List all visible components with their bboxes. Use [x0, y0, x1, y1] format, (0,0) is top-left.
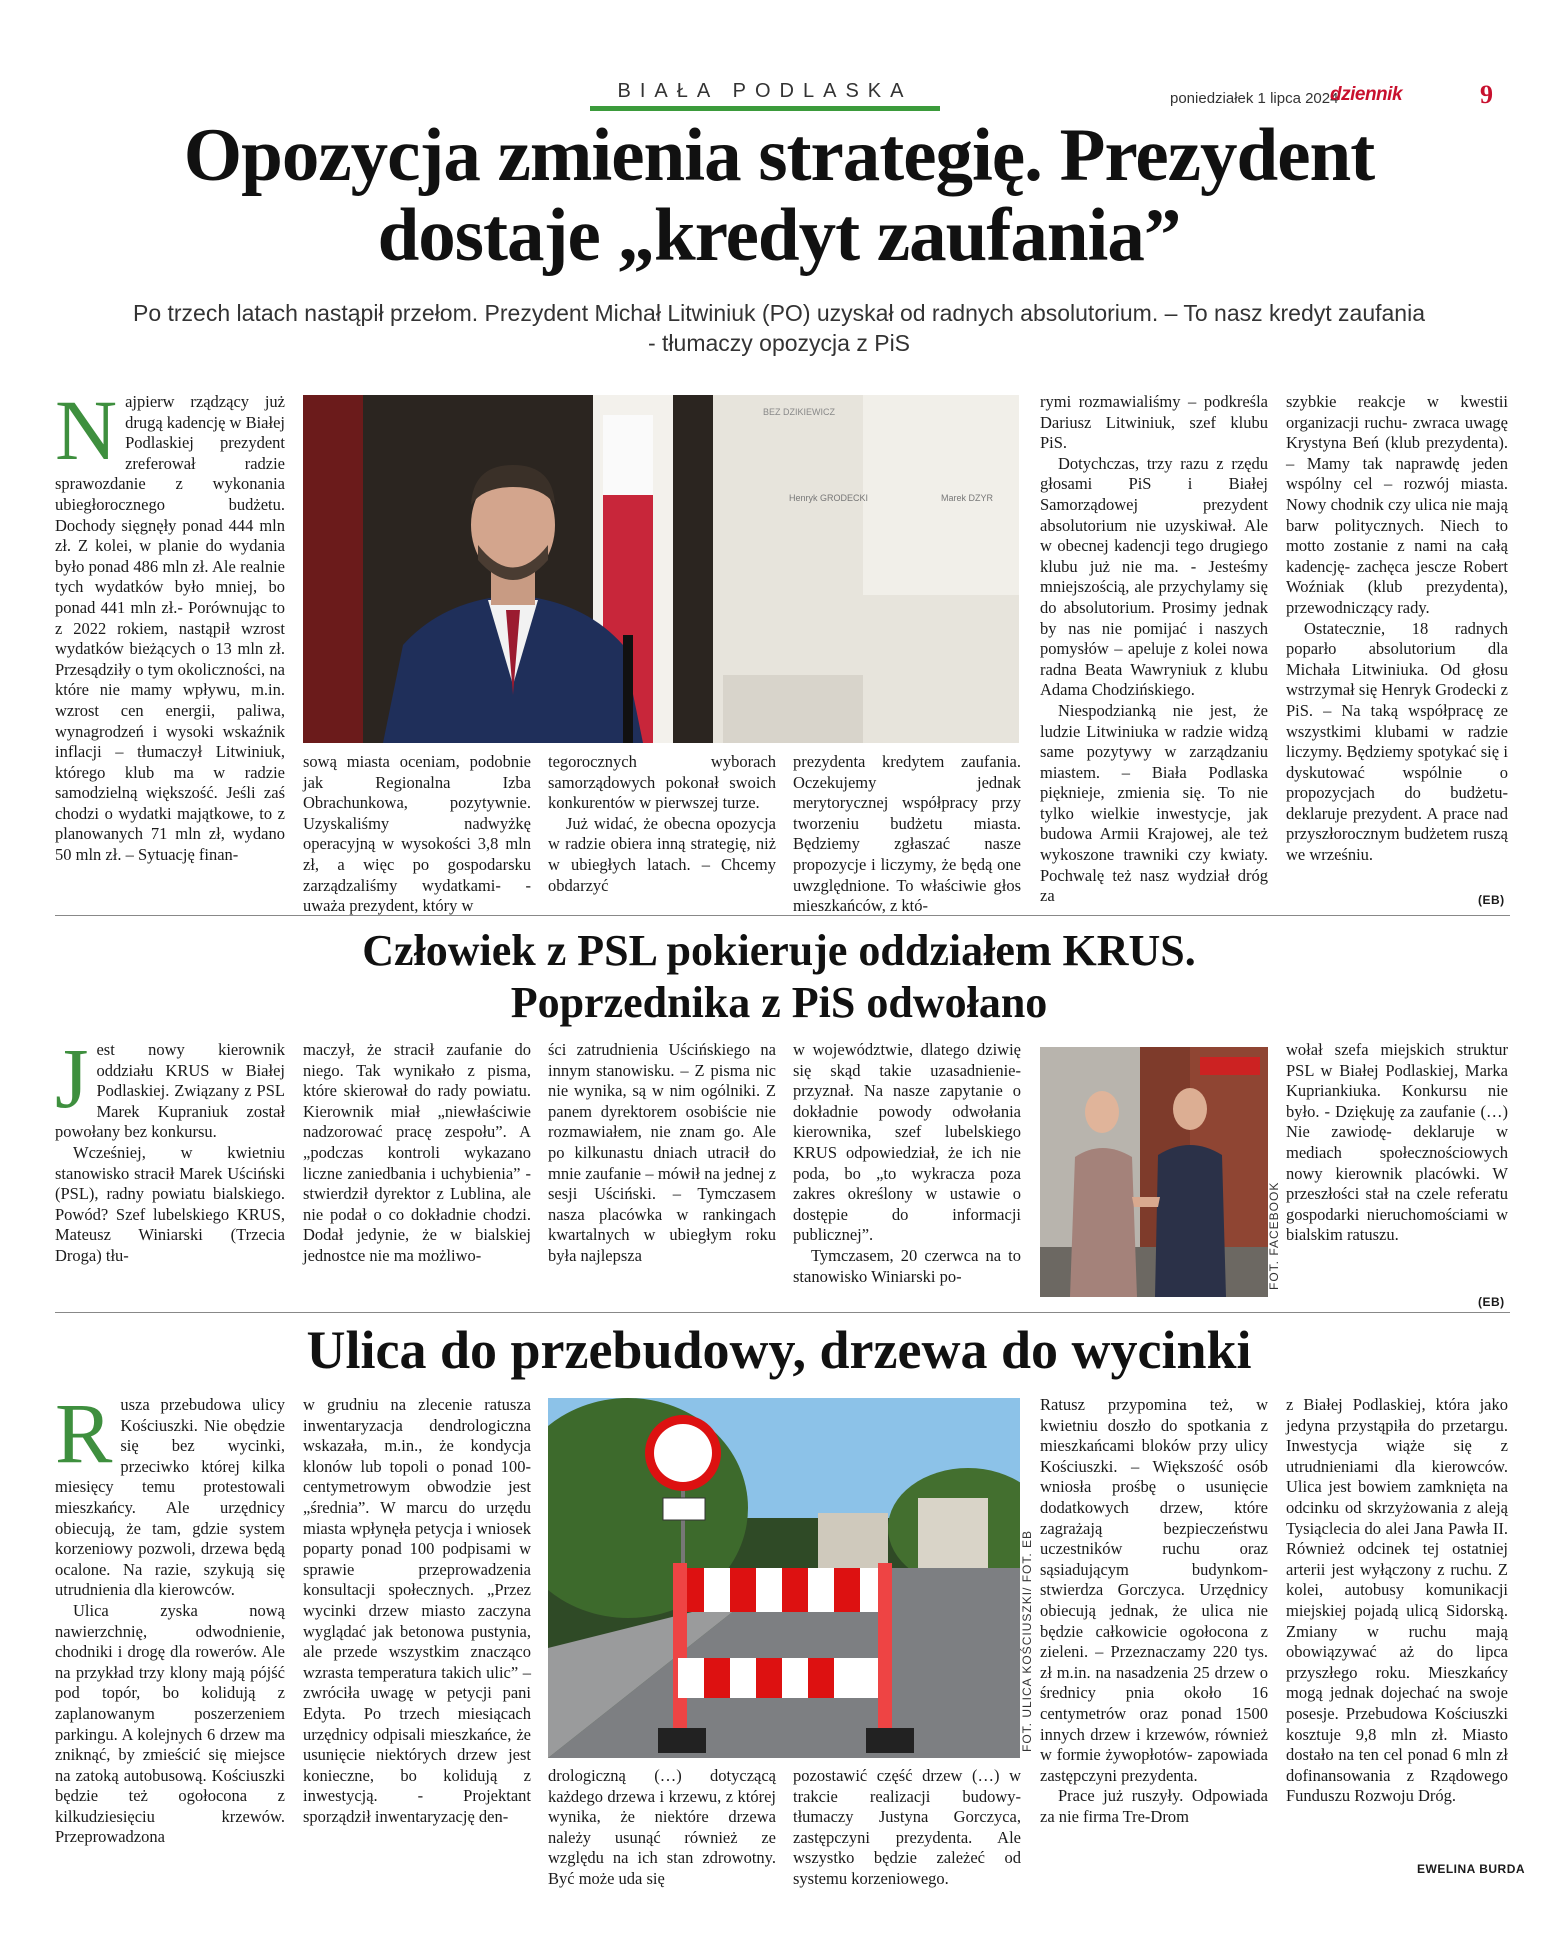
article2-photo-credit: FOT. FACEBOOK — [1267, 1181, 1281, 1290]
article3-dropcap: R — [55, 1385, 113, 1481]
photo-label-1: BEZ DZIKIEWICZ — [763, 407, 835, 417]
article3-col6: z Białej Podlaskiej, która jako jedyna przystąpiła do przetargu. Inwestycja wiąże się z utrudnieniami dla kierowców. Ulica jest bowiem zamknięta na odcinku od skrzyżowania z aleją Tysiąclecia do alei Jana Pawła II. Również odcinek tej ostatniej arterii jest wyłączony z ruchu. Z kolei, autobusy komunikacji miejskiej pojadą ulicą Sidorską. Zmiany w ruchu mają obowiązywać aż do lipca przyszłego roku. Mieszkańcy mogą jednak dojechać na swoje posesje. Przebudowa Kościuszki kosztuje 9,8 mln zł. Miasto dostało na ten cel ponad 6 mln zł dofinansowania z Rządowego Funduszu Rozwoju Dróg. — [1286, 1395, 1508, 1806]
article3-col4: pozostawić część drzew (…) w trakcie realizacji budowy- tłumaczy Justyna Gorczyca, zastępczyni prezydenta. Ale wszystko będzie zależeć od systemu korzeniowego. — [793, 1766, 1021, 1888]
article1-dropcap: N — [55, 382, 118, 478]
article3-signature: EWELINA BURDA — [1417, 1862, 1526, 1876]
article3-photo — [548, 1398, 1020, 1758]
article1-col4: prezydenta kredytem zaufania. Oczekujemy jednak merytorycznej współpracy przy tworzeniu budżetu miasta. Będziemy zgłaszać nasze propozycje i liczymy, że będą one uwzględnione. To właściwie głos mieszkańców, z któ- — [793, 752, 1021, 916]
article1-col2: sową miasta oceniam, podobnie jak Regionalna Izba Obrachunkowa, pozytywnie. Uzyskaliśmy nadwyżkę operacyjną w wysokości 3,8 mln zł, a więc po gospodarsku zarządzaliśmy wydatkami- -uważa prezydent, który w — [303, 752, 531, 916]
article3-col1: Rusza przebudowa ulicy Kościuszki. Nie obędzie się bez wycinki, przeciwko której kilka miesięcy temu protestowali mieszkańcy. Ale urzędnicy obiecują, że tam, gdzie system korzeniowy pozwoli, drzewa będą ocalone. Na razie, szykują się utrudnienia dla kierowców. Ulica zyska nową nawierzchnię, odwodnienie, chodniki i drogę dla rowerów. Ale na przykład trzy klony mają pójść pod topór, bo kolidują z zaplanowanym poszerzeniem parkingu. A kolejnych 6 drzew ma zniknąć, by zmieścić się miejsce na zatoką autobusową. Kościuszki będzie też ogołocona z kilkudziesięciu krzewów. Przeprowadzona — [55, 1385, 285, 1847]
article2-photo — [1040, 1047, 1268, 1297]
article1-lead: Po trzech latach nastąpił przełom. Prezydent Michał Litwiniuk (PO) uzyskał od radnych absolutorium. – To nasz kredyt zaufania - tłumaczy opozycja z PiS — [132, 300, 1426, 356]
divider — [55, 1312, 1510, 1313]
section-rule — [590, 106, 940, 111]
article1-col3: tegorocznych wyborach samorządowych pokonał swoich konkurentów w pierwszej turze. Już widać, że obecna opozycja w radzie obiera inną strategię, niż w ubiegłych latach. – Chcemy obdarzyć — [548, 752, 776, 895]
street-barrier-photo-illustration — [548, 1398, 1020, 1758]
brand-logo: dziennik — [1330, 84, 1403, 105]
article1-title: Opozycja zmienia strategię. Prezydent dostaje „kredyt zaufania” — [183, 114, 1375, 277]
article3-title: Ulica do przebudowy, drzewa do wycinki — [306, 1320, 1252, 1380]
mayor-photo-illustration — [303, 395, 1019, 743]
divider — [55, 915, 1510, 916]
article2-col1: Jest nowy kierownik oddziału KRUS w Białej Podlaskiej. Związany z PSL Marek Kupraniuk został powołany bez konkursu. Wcześniej, w kwietniu stanowisko stracił Marek Uściński (PSL), radny powiatu bialskiego. Powód? Szef lubelskiego KRUS, Mateusz Winiarski (Trzecia Droga) tłu- — [55, 1030, 285, 1265]
photo-label-2: Henryk GRODECKI — [789, 493, 869, 503]
article2-col6: wołał szefa miejskich struktur PSL w Białej Podlaskiej, Marka Kupriankiuka. Konkursu nie było. - Dziękuję za zaufanie (…) Nie zawiodę- deklaruje w mediach społecznościowych nowy kierownik placówki. W przeszłości stał na czele referatu gospodarki nieruchomościami w bialskim ratuszu. — [1286, 1040, 1508, 1245]
issue-date: poniedziałek 1 lipca 2024 — [1170, 90, 1339, 107]
article1-col5: rymi rozmawialiśmy – podkreśla Dariusz Litwiniuk, szef klubu PiS. Dotychczas, trzy razu z rzędu głosami PiS i Białej Samorządowej prezydent absolutorium nie uzyskiwał. Ale w obecnej kadencji tego drugiego klubu już nie ma. - Jesteśmy mniejszością, ale przychylamy się do absolutorium. Prosimy jednak by nas nie pomijać i naszych pomysłów – apeluje z kolei nowa radna Beata Wawryniuk z klubu Adama Chodzińskiego. Niespodzianką nie jest, że ludzie Litwiniuka w radzie widzą same pozytywy w zarządzaniu miastem. – Biała Podlaska pięknieje, zmienia się. To nie tylko wielkie inwestycje, jak budowa Armii Krajowej, ale też wykoszone trawniki czy kwiaty. Pochwalę też nasz wydział dróg za — [1040, 392, 1268, 906]
page-number: 9 — [1480, 80, 1493, 109]
article1-col6: szybkie reakcje w kwestii organizacji ruchu- zwraca uwagę Krystyna Beń (klub prezydenta). – Mamy tak naprawdę jeden wspólny cel – rozwój miasta. Nowy chodnik czy ulica nie mają barw politycznych. Niech to motto zostanie z nami na całą kadencję- zachęca jescze Robert Woźniak (klub prezydenta), przewodniczący rady. Ostatecznie, 18 radnych poparło absolutorium dla Michała Litwiniuka. Od głosu wstrzymał się Henryk Grodecki z PiS. – Na taką współpracę ze wszystkimi klubami w radzie liczymy. Będziemy spotykać się i dyskutować wspólnie o propozycjach do budżetu- deklaruje prezydent. A prace nad przyszłorocznym budżetem ruszą we wrześniu. — [1286, 392, 1508, 865]
article1-col1: N ajpierw rządzący już drugą kadencję w Białej Podlaskiej prezydent zreferował radzie sprawozdanie z wykonania ubiegłorocznego budżetu. Dochody sięgnęły ponad 444 mln zł. Z kolei, w planie do wydania było ponad 486 mln zł. Ale realnie tych wydatków było mniej, bo ponad 441 mln zł.- Porównując to z 2022 rokiem, nastąpił wzrost wydatków bieżących o 13 mln zł. Przesądziły o tym okoliczności, na które nie mamy wpływu, m.in. wzrost cen energii, paliwa, wynagrodzeń i wysoki wskaźnik inflacji – tłumaczył Litwiniuk, którego klub ma w radzie samodzielną większość. Jeśli zaś chodzi o wydatki majątkowe, to z planowanych 71 mln zł, wydano 50 mln zł. – Sytuację finan- — [55, 382, 286, 865]
article2-col2: maczył, że stracił zaufanie do niego. Tak wynikało z pisma, które skierował do rady powiatu. Kierownik miał „niewłaściwie nadzorować pracę zespołu”. A „podczas kontroli wykazano liczne zaniedbania i uchybienia” - stwierdził dyrektor z Lublina, ale nie podał o co dokładnie chodzi. Dodał jedynie, że w bialskiej jednostce nie ma możliwo- — [303, 1040, 531, 1265]
article2-col4: w województwie, dlatego dziwię się skąd takie uzasadnienie- przyznał. Na nasze zapytanie o dokładnie powody odwołania kierownika, szef lubelskiego KRUS odpowiedział, że ich nie poda, bo „to wykracza poza zakres określony w ustawie o dostępie do informacji publicznej”. Tymczasem, 20 czerwca na to stanowisko Winiarski po- — [793, 1040, 1021, 1286]
article3-col3: drologiczną (…) dotyczącą każdego drzewa i krzewu, z której wynika, że niektóre drzewa należy usunąć również ze względu na ich stan zdrowotny. Być może uda się — [548, 1766, 776, 1888]
article1-signature: (EB) — [1478, 893, 1505, 907]
article2-dropcap: J — [55, 1030, 89, 1126]
article3-col5: Ratusz przypomina też, w kwietniu doszło do spotkania z mieszkańcami bloków przy ulicy Kościuszki. – Większość osób wniosła prośbę o usunięcie dodatkowych drzew, które zagrażają bezpieczeństwu uczestników ruchu oraz sąsiadującym budynkom- stwierdza Gorczyca. Urzędnicy obiecują jednak, że ulica nie będzie całkowicie ogołocona z zieleni. – Przeznaczamy 220 tys. zł m.in. na nasadzenia 25 drzew o średnicy pnia około 16 centymetrów oraz ponad 1500 innych drzew i krzewów, również w formie żywopłotów- zapowiada zastępczyni prezydenta. Prace już ruszyły. Odpowiada za nie firma Tre-Drom — [1040, 1395, 1268, 1826]
article1-photo — [303, 395, 1019, 743]
section-label: BIAŁA PODLASKA — [617, 80, 913, 102]
photo-label-3: Marek DZYR — [941, 493, 994, 503]
article2-signature: (EB) — [1478, 1295, 1505, 1309]
article2-title: Człowiek z PSL pokieruje oddziałem KRUS. Poprzednika z PiS odwołano — [362, 926, 1196, 1027]
article3-photo-credit: FOT. ULICA KOŚCIUSZKI/ FOT. EB — [1020, 1529, 1034, 1752]
handshake-photo-illustration — [1040, 1047, 1268, 1297]
article2-col3: ści zatrudnienia Uścińskiego na innym stanowisku. – Z pisma nic nie wynika, są w nim ogólniki. Z panem dyrektorem osobiście nie rozmawiałem, nie znam go. Ale po kilkunastu dniach utracił do mnie zaufanie – mówił na jednej z sesji Uściński. – Tymczasem nasza placówka w rankingach kwartalnych w ubiegłym roku była najlepsza — [548, 1040, 776, 1265]
article3-col2: w grudniu na zlecenie ratusza inwentaryzacja dendrologiczna wskazała, m.in., że kondycja klonów lub topoli o ponad 100-centymetrowym obwodzie jest „średnia”. W marcu do urzędu miasta wpłynęła petycja i wniosek poparty ponad 100 podpisami w sprawie przeprowadzenia konsultacji społecznych. „Przez wycinki drzew miasto zaczyna wyglądać jak betonowa pustynia, ale przede wszystkim znacząco wzrasta temperatura takich ulic” – zwróciła uwagę w petycji pani Edyta. Po trzech miesiącach urzędnicy odpisali mieszkańce, że usunięcie niektórych drzew jest konieczne, bo kolidują z inwestycją. - Projektant sporządził inwentaryzację den- — [303, 1395, 531, 1826]
